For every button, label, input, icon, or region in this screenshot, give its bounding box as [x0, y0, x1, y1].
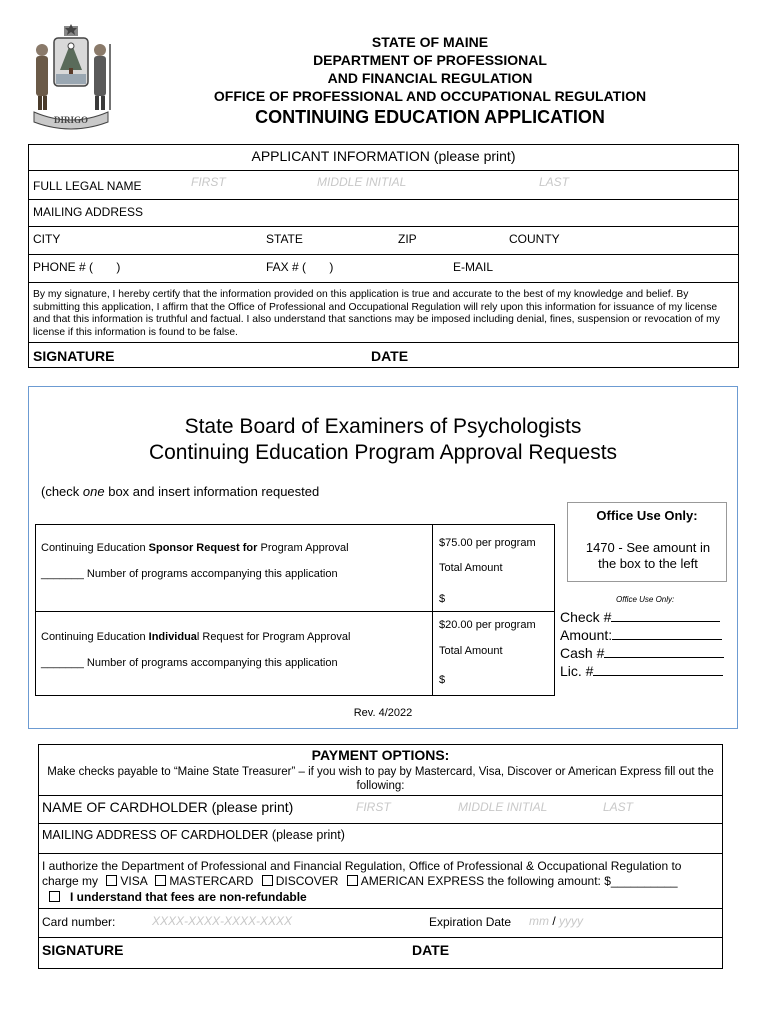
sponsor-program-count[interactable]	[41, 568, 338, 580]
sponsor-total-label: Total Amount	[439, 562, 503, 574]
request-table	[35, 524, 555, 696]
last-name-field[interactable]: LAST	[539, 175, 570, 189]
authorization-row	[39, 853, 722, 908]
phone-label: PHONE # ( )	[33, 260, 121, 274]
instructions-pre: (check	[41, 484, 83, 499]
signature-row[interactable]	[29, 342, 738, 369]
agency-header	[150, 33, 710, 129]
individual-fee-cell	[432, 611, 556, 697]
nonrefundable-label: I understand that fees are non-refundable	[70, 890, 307, 904]
payment-date-label: DATE	[412, 942, 450, 958]
individual-total-label: Total Amount	[439, 645, 503, 657]
email-label: E-MAIL	[453, 260, 494, 274]
city-label: CITY	[33, 232, 61, 246]
sponsor-label-pre: Continuing Education	[41, 542, 149, 554]
payment-options-section	[38, 744, 723, 969]
discover-label: DISCOVER	[275, 874, 342, 888]
payment-title: PAYMENT OPTIONS:	[311, 747, 450, 763]
sponsor-count-label: Number of programs accompanying this application	[83, 568, 338, 580]
office-amount-label: Amount:	[560, 627, 613, 643]
cardholder-middle-field[interactable]: MIDDLE INITIAL	[458, 800, 548, 814]
sponsor-label-bold: Sponsor Request for	[148, 542, 258, 554]
individual-label-bold: Individua	[148, 631, 197, 643]
state-label: STATE	[266, 232, 303, 246]
seal-ribbon-text: DIRIGO	[53, 115, 89, 125]
county-label: COUNTY	[509, 232, 560, 246]
individual-label-post: l Request for Program Approval	[196, 631, 351, 643]
cardholder-address-label: MAILING ADDRESS OF CARDHOLDER (please print)	[42, 828, 345, 842]
office-cash-field[interactable]	[560, 644, 730, 662]
applicant-information-section	[28, 144, 739, 368]
office-use-title: Office Use Only:	[596, 508, 698, 523]
board-subtitle: Continuing Education Program Approval Requests	[148, 441, 618, 464]
applicant-section-title: APPLICANT INFORMATION (please print)	[251, 148, 516, 164]
mastercard-checkbox[interactable]	[155, 875, 166, 886]
office-check-label: Check #	[560, 609, 612, 625]
individual-label-pre: Continuing Education	[41, 631, 149, 643]
date-label: DATE	[371, 348, 409, 364]
header-state: STATE OF MAINE	[371, 34, 489, 50]
individual-request-option[interactable]	[36, 611, 432, 697]
visa-checkbox[interactable]	[106, 875, 117, 886]
payment-signature-label: SIGNATURE	[42, 942, 124, 958]
office-use-fields	[560, 608, 730, 680]
middle-initial-field[interactable]: MIDDLE INITIAL	[317, 175, 407, 189]
office-use-box	[567, 502, 727, 582]
office-use-small-label: Office Use Only:	[616, 595, 675, 604]
sponsor-fee-cell	[432, 525, 556, 611]
cardholder-last-field[interactable]: LAST	[603, 800, 634, 814]
individual-request-label	[41, 631, 350, 643]
signature-label: SIGNATURE	[33, 348, 115, 364]
cardholder-address-row[interactable]	[39, 823, 722, 853]
office-check-field[interactable]	[560, 608, 730, 626]
expiration-month[interactable]: mm	[529, 914, 549, 928]
certification-text: By my signature, I hereby certify that the information provided on this application is true and accurate to the best of my knowledge and belief. By submitting this application, I affirm that the Office of Professional and Occupational Regulation will rely upon this information for issuance of my license and that this information is truthful and factual. I also understand that sanctions may be imposed including denial, fines, suspension or revocation of my license if this information is found to be false.	[33, 289, 720, 338]
charge-amount-field[interactable]: the following amount: $__________	[484, 874, 678, 888]
form-title: CONTINUING EDUCATION APPLICATION	[255, 107, 605, 127]
sponsor-count-blank[interactable]: _______	[41, 568, 84, 580]
nonrefundable-checkbox[interactable]	[49, 891, 60, 902]
instructions-emphasis: one	[82, 484, 105, 499]
expiration-separator: /	[549, 914, 560, 928]
office-license-label: Lic. #	[560, 663, 594, 679]
expiration-date-label: Expiration Date	[429, 915, 512, 929]
header-department-2: AND FINANCIAL REGULATION	[327, 70, 533, 86]
authorization-text: I authorize the Department of Professional and Financial Regulation, Office of Professional & Occupational Regulation to	[42, 859, 682, 873]
payment-signature-row[interactable]	[39, 937, 722, 970]
office-use-note: 1470 - See amount in the box to the left	[585, 540, 711, 571]
mailing-address-row[interactable]	[29, 199, 738, 226]
certification-row	[29, 282, 738, 342]
header-office: OFFICE OF PROFESSIONAL AND OCCUPATIONAL REGULATION	[213, 88, 647, 104]
sponsor-label-post: Program Approval	[257, 542, 349, 554]
phone-fax-email-row[interactable]	[29, 254, 738, 282]
visa-label: VISA	[120, 874, 151, 888]
first-name-field[interactable]: FIRST	[191, 175, 226, 189]
sponsor-request-label	[41, 542, 349, 554]
office-amount-field[interactable]	[560, 626, 730, 644]
discover-checkbox[interactable]	[262, 875, 273, 886]
card-type-options	[42, 874, 678, 888]
cardholder-name-row[interactable]	[39, 795, 722, 823]
board-approval-section	[28, 386, 738, 729]
amex-label: AMERICAN EXPRESS	[360, 874, 485, 888]
office-license-field[interactable]	[560, 662, 730, 680]
amex-checkbox[interactable]	[347, 875, 358, 886]
cardholder-first-field[interactable]: FIRST	[356, 800, 391, 814]
city-state-zip-row[interactable]	[29, 226, 738, 254]
header-department: DEPARTMENT OF PROFESSIONAL	[313, 52, 547, 68]
office-cash-label: Cash #	[560, 645, 605, 661]
fax-label: FAX # ( )	[266, 260, 334, 274]
mastercard-label: MASTERCARD	[169, 874, 257, 888]
card-number-row[interactable]	[39, 908, 722, 937]
sponsor-fee: $75.00 per program	[439, 537, 536, 549]
charge-my-label: charge my	[42, 874, 102, 888]
board-instructions	[41, 484, 319, 499]
payment-instructions: Make checks payable to “Maine State Treasurer” – if you wish to pay by Mastercard, Visa, Discover or American Express fill out the following:	[47, 766, 714, 792]
individual-fee: $20.00 per program	[439, 619, 536, 631]
board-title: State Board of Examiners of Psychologists	[184, 415, 582, 438]
individual-program-count[interactable]	[41, 657, 338, 669]
expiration-year[interactable]: yyyy	[559, 914, 584, 928]
maine-state-seal	[24, 24, 118, 132]
individual-total-amount-field[interactable]: $	[439, 674, 446, 686]
expiration-date-field[interactable]	[529, 914, 583, 928]
sponsor-total-amount-field[interactable]: $	[439, 593, 446, 605]
card-number-label: Card number:	[42, 915, 116, 929]
full-name-row[interactable]	[29, 170, 738, 199]
individual-count-label: Number of programs accompanying this application	[83, 657, 338, 669]
individual-count-blank[interactable]: _______	[41, 657, 84, 669]
revision-date: Rev. 4/2022	[353, 707, 413, 719]
cardholder-name-label: NAME OF CARDHOLDER (please print)	[42, 799, 294, 815]
mailing-address-label: MAILING ADDRESS	[33, 205, 144, 219]
card-number-field[interactable]: XXXX-XXXX-XXXX-XXXX	[152, 914, 293, 928]
zip-label: ZIP	[398, 232, 417, 246]
sponsor-request-option[interactable]	[36, 525, 432, 611]
instructions-post: box and insert information requested	[104, 484, 320, 499]
nonrefundable-acknowledgement[interactable]	[49, 890, 307, 904]
full-legal-name-label: FULL LEGAL NAME	[33, 179, 142, 193]
